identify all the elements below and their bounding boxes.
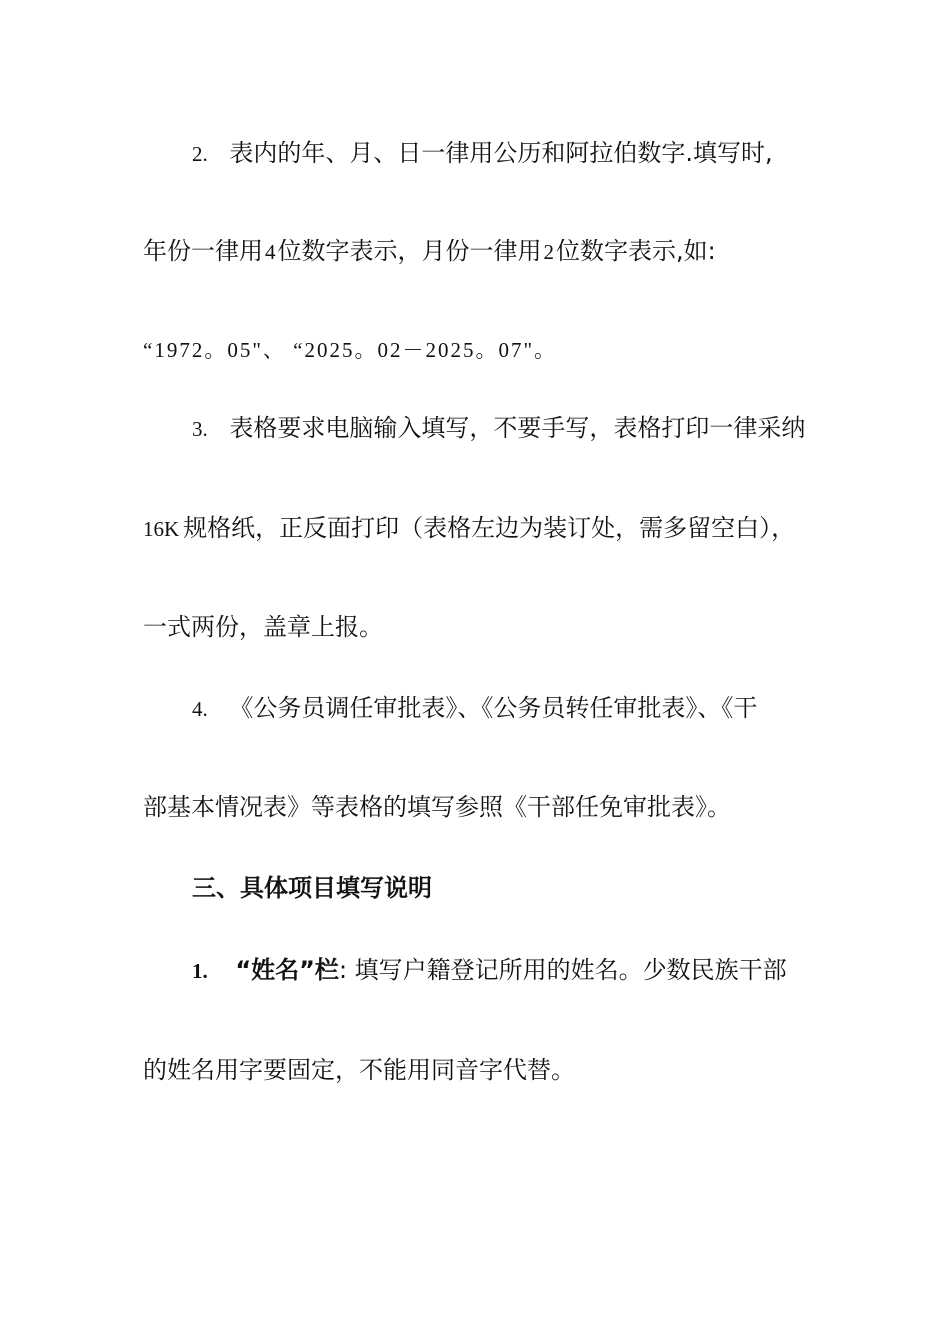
- paragraph-2-line-1: [192, 137, 773, 170]
- paragraph-2-line-3: “1972。05"、 “2025。02－2025。07"。: [143, 338, 558, 362]
- item-number: 1.: [192, 959, 208, 983]
- paragraph-3-line-3: 一式两份，盖章上报。: [143, 613, 383, 641]
- paragraph-number: 2.: [192, 142, 208, 166]
- paragraph-text: 位数字表示,如:: [556, 237, 716, 265]
- paragraph-text: 表格要求电脑输入填写，不要手写，表格打印一律采纳: [229, 414, 806, 442]
- paragraph-text: 位数字表示，月份一律用: [277, 237, 542, 265]
- paragraph-4-line-1: [192, 692, 757, 725]
- item-1-line-1: [192, 954, 787, 987]
- paragraph-2-line-2: [143, 235, 716, 268]
- item-1-line-2: 的姓名用字要固定，不能用同音字代替。: [143, 1056, 575, 1084]
- paragraph-text: 表内的年、月、日一律用公历和阿拉伯数字.填写时,: [229, 139, 773, 167]
- paragraph-number: 3.: [192, 417, 208, 441]
- paragraph-number: 16K: [143, 517, 180, 541]
- paragraph-4-line-2: 部基本情况表》等表格的填写参照《干部任免审批表》。: [143, 793, 731, 821]
- item-label: “姓名”栏: [235, 956, 339, 984]
- paragraph-3-line-2: [143, 512, 795, 545]
- paragraph-number: 2: [543, 240, 554, 264]
- item-text: : 填写户籍登记所用的姓名。少数民族干部: [338, 956, 787, 984]
- paragraph-text: 年份一律用: [143, 237, 263, 265]
- paragraph-text: 规格纸，正反面打印（表格左边为装订处，需多留空白），: [183, 514, 796, 542]
- section-heading: 三、具体项目填写说明: [192, 874, 432, 902]
- paragraph-number: 4: [265, 240, 276, 264]
- paragraph-text: 《公务员调任审批表》、《公务员转任审批表》、《干: [229, 694, 758, 722]
- paragraph-number: 4.: [192, 697, 208, 721]
- paragraph-3-line-1: [192, 412, 805, 445]
